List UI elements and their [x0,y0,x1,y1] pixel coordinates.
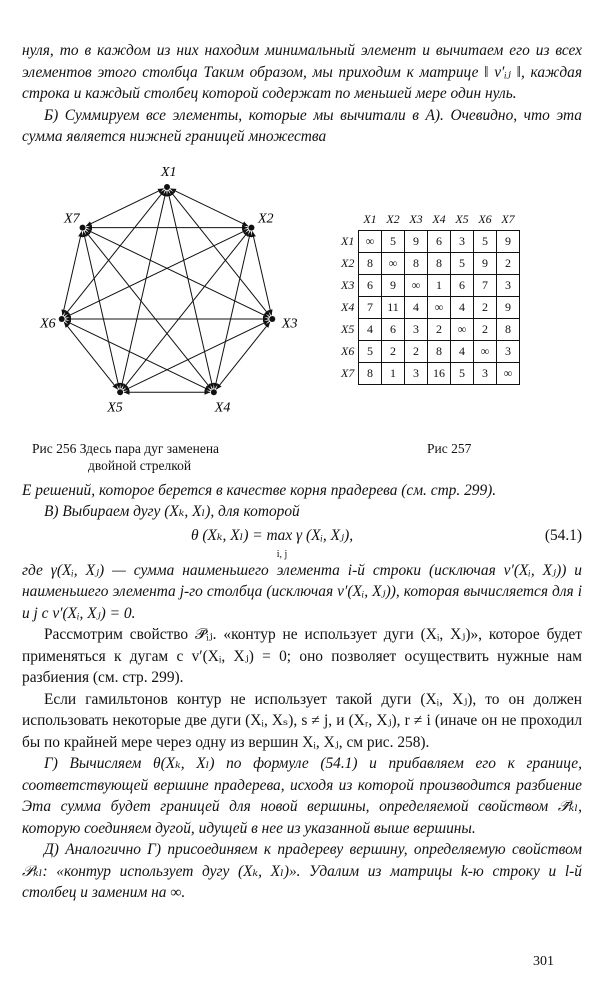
matrix-cell: ∞ [497,363,520,385]
paragraph-step-g: Г) Вычисляем θ(Xₖ, Xₗ) по формуле (54.1) и прибавляем его к границе, соответствующей вершине прадерева, исходя из которой производится разбиение Эта сумма будет границей для новой вершины, определяемой свойством 𝒫̄ₖₗ, которую соединяем дугой, идущей в нее из указанной выше вершины. [22,755,582,837]
equation-body: θ (Xₖ, Xₗ) = max γ (Xᵢ, Xⱼ), [190,526,354,544]
graph-edge [216,322,269,389]
graph-vertex [80,225,86,231]
matrix-row-header: X4 [341,300,355,314]
graph-vertex [269,316,275,322]
matrix-cell: ∞ [359,231,382,253]
paragraph-where: где γ(Xᵢ, Xⱼ) — сумма наименьшего элемента i-й строки (исключая v′(Xᵢ, Xⱼ)) и наименьшего элемента j-го столбца (исключая v′(Xᵢ, Xⱼ)), которая вычисляется для i и j с v′(Xᵢ, Xⱼ) = 0. [22,561,582,622]
matrix-col-header: X6 [478,211,492,226]
matrix-cell: 5 [359,341,382,363]
graph-vertex [59,316,65,322]
matrix-cell: 8 [497,319,520,341]
matrix-cell: 2 [428,319,451,341]
matrix-row [340,363,520,385]
matrix-cell: 4 [451,297,474,319]
matrix-cell: 3 [405,363,428,385]
matrix-cell: 4 [451,341,474,363]
matrix-cell: 11 [382,297,405,319]
matrix-cell: 6 [428,231,451,253]
figure-256-graph [32,160,302,420]
matrix-cell: 1 [382,363,405,385]
figures-block [22,160,582,540]
matrix-cell: 3 [497,341,520,363]
paragraph-step-v: В) Выбираем дугу (Xₖ, Xₗ), для которой [44,503,300,520]
graph-edge [85,231,211,389]
matrix-cell: ∞ [428,297,451,319]
matrix-cell: ∞ [474,341,497,363]
graph-vertex-label: X3 [281,316,298,332]
matrix-cell: 4 [359,319,382,341]
matrix-cell: ∞ [405,275,428,297]
matrix-col-header: X3 [409,211,423,226]
matrix-cell: 5 [474,231,497,253]
graph-edge [64,190,164,316]
graph-vertex-label: X7 [64,211,80,227]
matrix-row-header: X7 [341,366,355,380]
matrix-cell: 9 [497,297,520,319]
figure-256-caption [32,440,322,474]
matrix-cell: 2 [382,341,405,363]
graph-edge [169,190,269,316]
figure-257-matrix [340,208,520,385]
page-body [22,40,582,904]
matrix-cell: 6 [382,319,405,341]
graph-edge [63,232,82,316]
matrix-cell: 8 [359,363,382,385]
matrix-row-header: X2 [341,256,355,270]
graph-edge [252,232,271,316]
matrix-col-header: X2 [386,211,400,226]
graph-vertex [248,225,254,231]
graph-edge [83,232,119,389]
paragraph-top-1: нуля, то в каждом из них находим минимальный элемент и вычитаем его из всех элементов этого столбца Таким образом, мы приходим к матрице ‖ v′ᵢⱼ ‖, каждая строка и каждый столбец которой содержат по меньшей мере один нуль. [22,42,582,102]
equation-subscript: i, j [276,548,288,560]
matrix-cell: 3 [405,319,428,341]
graph-vertex-label: X6 [40,316,56,332]
matrix-cell: 9 [382,275,405,297]
matrix-row [340,297,520,319]
matrix-row [340,341,520,363]
matrix-row-header: X3 [341,278,355,292]
figure-256-caption-line2: двойной стрелкой [88,458,192,473]
matrix-row-header: X1 [341,234,355,248]
graph-edge [123,231,249,389]
matrix-cell: 2 [474,319,497,341]
graph-edge [65,321,210,391]
graph-vertex [117,389,123,395]
graph-vertex [164,184,170,190]
matrix-cell: 9 [497,231,520,253]
matrix-col-header: X7 [501,211,515,226]
matrix-cell: 2 [474,297,497,319]
matrix-cell: 8 [359,253,382,275]
matrix-row-header: X5 [341,322,355,336]
graph-edge [124,321,269,391]
matrix-cell: 9 [405,231,428,253]
matrix-row [340,231,520,253]
matrix-cell: ∞ [382,253,405,275]
graph-vertex [211,389,217,395]
matrix-cell: 9 [474,253,497,275]
matrix-cell: 2 [497,253,520,275]
paragraph-consider: Рассмотрим свойство 𝒫̄ᵢⱼ. «контур не использует дуги (Xᵢ, Xⱼ)», которое будет применяться к дугам с v′(Xᵢ, Xⱼ) = 0; оно позволяет осуществить нужные нам разбиения (см. стр. 299). [22,626,582,686]
graph-edge [215,232,251,389]
matrix-cell: 1 [428,275,451,297]
paragraph-root: Е решений, которое берется в качестве корня прадерева (см. стр. 299). [22,481,497,499]
graph-vertex-label: X5 [107,400,123,416]
figure-256-caption-line1: Рис 256 Здесь пара дуг заменена [32,441,220,456]
matrix-cell: 4 [405,297,428,319]
matrix-cell: 3 [497,275,520,297]
matrix-col-header: X1 [363,211,377,226]
matrix-cell: 2 [405,341,428,363]
matrix-cell: 8 [405,253,428,275]
paragraph-step-d: Д) Аналогично Г) присоединяем к прадереву вершину, определяемую свойством 𝒫ₖₗ: «контур использует дугу (Xₖ, Xₗ)». Удалим из матрицы k-ю строку и l-й столбец и заменим на ∞. [22,841,582,901]
matrix-cell: 5 [451,253,474,275]
graph-edge [86,189,163,226]
graph-edge [64,322,117,389]
figure-257-caption: Рис 257 [427,441,472,456]
matrix-cell: ∞ [451,319,474,341]
matrix-row [340,319,520,341]
matrix-cell: 6 [451,275,474,297]
graph-vertex-label: X2 [257,211,274,227]
equation-number: (54.1) [544,526,582,544]
graph-vertex-label: X4 [214,400,231,416]
matrix-cell: 8 [428,341,451,363]
matrix-cell: 3 [474,363,497,385]
matrix-cell: 6 [359,275,382,297]
matrix-col-header: X5 [455,211,469,226]
matrix-cell: 7 [474,275,497,297]
matrix-row [340,275,520,297]
graph-vertex-label: X1 [161,165,177,180]
matrix-cell: 16 [428,363,451,385]
matrix-cell: 5 [451,363,474,385]
graph-edge [171,189,248,226]
matrix-cell: 7 [359,297,382,319]
matrix-col-header: X4 [432,211,446,226]
matrix-cell: 8 [428,253,451,275]
matrix-row-header: X6 [341,344,355,358]
page-number: 301 [533,954,554,969]
paragraph-top-2: Б) Суммируем все элементы, которые мы вычитали в А). Очевидно, что эта сумма является нижней границей множества [22,106,582,145]
paragraph-hamilton: Если гамильтонов контур не использует такой дуги (Xᵢ, Xⱼ), то он должен использовать некоторые две дуги (Xᵢ, Xₛ), s ≠ j, и (Xᵣ, Xⱼ), r ≠ i (иначе он не проходил бы по крайней мере через одну из вершин Xᵢ, Xⱼ, см рис. 258). [22,690,582,751]
matrix-cell: 5 [382,231,405,253]
matrix-cell: 3 [451,231,474,253]
matrix-row [340,253,520,275]
